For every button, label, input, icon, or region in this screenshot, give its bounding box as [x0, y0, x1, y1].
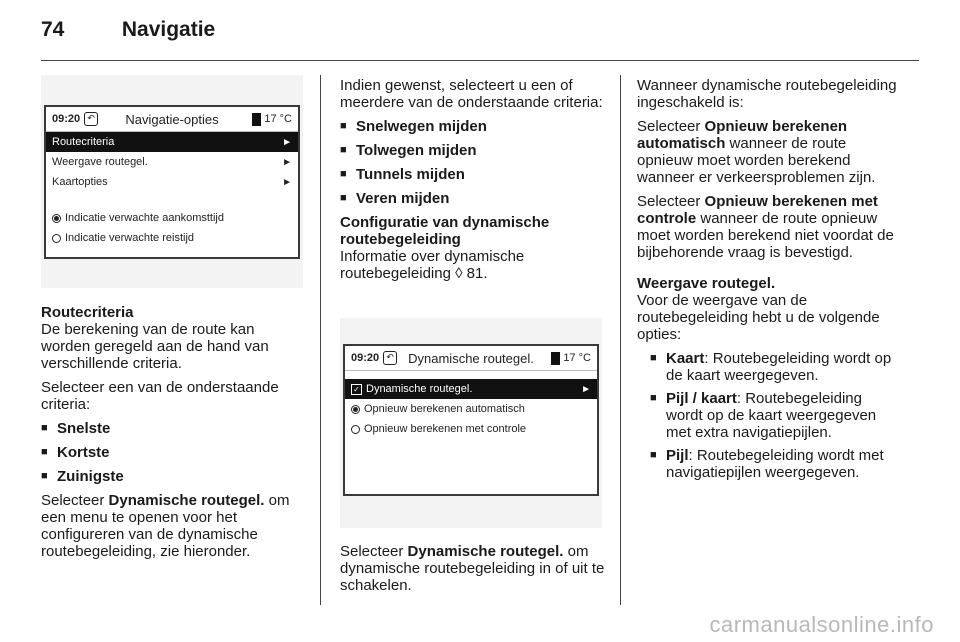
column-2 — [340, 77, 605, 289]
page-header — [41, 18, 215, 42]
radio-label: Indicatie verwachte aankomsttijd — [65, 212, 224, 224]
page-number: 74 — [41, 18, 65, 41]
clock: 09:20 — [351, 352, 380, 364]
checkbox-checked-icon: ✓ — [351, 384, 362, 395]
menu-item-label: Kaartopties — [52, 176, 108, 188]
screen-title: Dynamische routegel. — [408, 350, 534, 366]
radio-empty-icon — [351, 425, 360, 434]
list-item: ■ Zuinigste — [41, 468, 306, 485]
page-title: Navigatie — [121, 18, 216, 41]
radio-option-confirm[interactable] — [345, 419, 597, 439]
back-icon: ↶ — [84, 112, 98, 126]
temperature — [551, 352, 591, 365]
avoid-list — [340, 118, 605, 207]
list-item: ■ Veren mijden — [340, 190, 605, 207]
chevron-right-icon: ► — [282, 176, 292, 188]
menu-item-weergave-routegel[interactable] — [46, 152, 298, 172]
paragraph: Selecteer een van de onderstaande criteria: — [41, 379, 279, 413]
radio-label: Opnieuw berekenen automatisch — [364, 403, 525, 415]
section-heading: Routecriteria — [41, 304, 134, 321]
section-heading: Weergave routegel. — [637, 275, 776, 292]
radio-option-arrival[interactable] — [46, 208, 298, 228]
list-item: ■ Kortste — [41, 444, 306, 461]
paragraph: Indien gewenst, selecteert u een of meerdere van de onderstaande criteria: — [340, 77, 603, 111]
radio-option-auto[interactable] — [345, 399, 597, 419]
list-item: ■ Kaart: Routebegeleiding wordt op de kaart weergegeven. — [637, 350, 902, 384]
paragraph: Selecteer Opnieuw berekenen met controle wanneer de route opnieuw moet worden berekend niet voordat de bijbehorende vraag is bevestigd. — [637, 193, 894, 261]
temperature-value: 17 °C — [563, 352, 591, 364]
menu-item-label: Routecriteria — [52, 136, 115, 148]
door-icon — [252, 113, 261, 126]
paragraph: Informatie over dynamische routebegeleiding ◊ 81. — [340, 248, 525, 282]
column-1 — [41, 304, 306, 567]
radio-label: Indicatie verwachte reistijd — [65, 232, 195, 244]
header-rule — [41, 60, 919, 61]
list-item: ■ Tunnels mijden — [340, 166, 605, 183]
paragraph: Selecteer Opnieuw berekenen automatisch wanneer de route opnieuw moet worden berekend wanneer er verkeersproblemen zijn. — [637, 118, 876, 186]
list-item: ■ Snelwegen mijden — [340, 118, 605, 135]
section-heading: Configuratie van dynamische routebegeleiding — [340, 214, 550, 248]
radio-option-traveltime[interactable] — [46, 228, 298, 248]
paragraph: Selecteer Dynamische routegel. om dynamische routebegeleiding in of uit te schakelen. — [340, 543, 605, 594]
display-screen — [343, 344, 599, 496]
criteria-list — [41, 420, 306, 485]
screenshot-panel — [41, 75, 303, 288]
radio-label: Opnieuw berekenen met controle — [364, 423, 527, 435]
column-divider — [320, 75, 321, 605]
paragraph: Voor de weergave van de routebegeleiding hebt u de volgende opties: — [637, 292, 880, 343]
menu-item-kaartopties[interactable] — [46, 172, 298, 192]
column-divider — [620, 75, 621, 605]
list-item: ■ Pijl: Routebegeleiding wordt met navigatiepijlen weergegeven. — [637, 447, 902, 481]
paragraph: Selecteer Dynamische routegel. om een menu te openen voor het configureren van de dynamische routebegeleiding, zie hieronder. — [41, 492, 290, 560]
chevron-right-icon: ► — [282, 136, 292, 148]
menu-item-label: Weergave routegel. — [52, 156, 148, 168]
toggle-dynamic-routing[interactable] — [345, 379, 597, 399]
paragraph: Wanneer dynamische routebegeleiding ingeschakeld is: — [637, 77, 897, 111]
temperature — [252, 113, 292, 126]
temperature-value: 17 °C — [264, 113, 292, 125]
status-bar — [46, 107, 298, 132]
list-item: ■ Pijl / kaart: Routebegeleiding wordt op de kaart weergegeven met extra navigatiepijlen. — [637, 390, 902, 441]
watermark: carmanualsonline.info — [709, 612, 934, 637]
back-icon: ↶ — [383, 351, 397, 365]
screen-title: Navigatie-opties — [125, 111, 219, 127]
column-3 — [637, 77, 902, 487]
radio-empty-icon — [52, 234, 61, 243]
list-item: ■ Tolwegen mijden — [340, 142, 605, 159]
paragraph: De berekening van de route kan worden geregeld aan de hand van verschillende criteria. — [41, 321, 269, 372]
display-screen — [44, 105, 300, 259]
display-options-list — [637, 350, 902, 481]
screenshot-panel — [340, 318, 602, 528]
toggle-label: Dynamische routegel. — [366, 383, 473, 395]
radio-selected-icon — [351, 405, 360, 414]
chevron-right-icon: ► — [581, 383, 591, 395]
menu-item-routecriteria[interactable] — [46, 132, 298, 152]
column-2-bottom — [340, 543, 605, 601]
status-bar — [345, 346, 597, 371]
chevron-right-icon: ► — [282, 156, 292, 168]
radio-selected-icon — [52, 214, 61, 223]
list-item: ■ Snelste — [41, 420, 306, 437]
door-icon — [551, 352, 560, 365]
clock: 09:20 — [52, 113, 81, 125]
